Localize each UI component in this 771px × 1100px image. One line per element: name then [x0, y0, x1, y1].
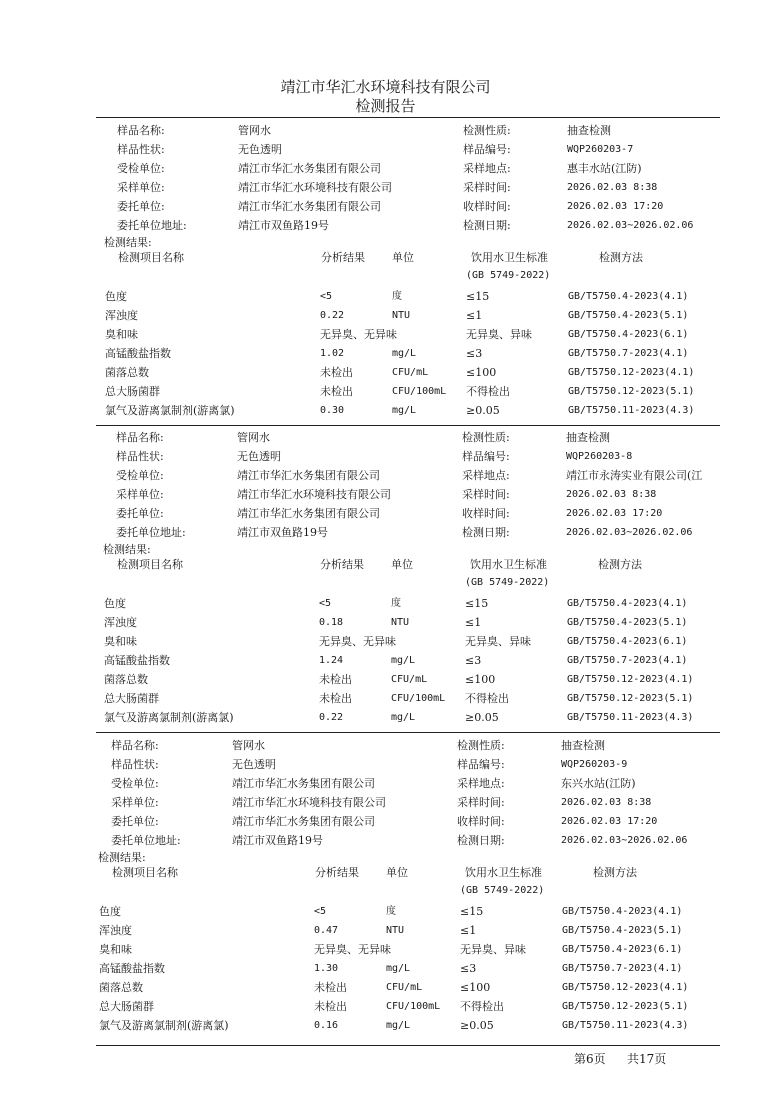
results-label: 检测结果:	[103, 543, 151, 556]
row-standard: ≤1	[465, 616, 482, 629]
row-item: 菌落总数	[104, 673, 148, 686]
sample-property-value: 无色透明	[237, 450, 281, 463]
row-unit: mg/L	[392, 348, 417, 359]
receipt-time-label: 收样时间:	[457, 815, 505, 828]
test-date-value: 2026.02.03~2026.02.06	[561, 835, 688, 846]
section-divider	[96, 425, 720, 426]
report-title: 检测报告	[355, 97, 416, 115]
row-unit: CFU/100mL	[386, 1001, 441, 1012]
header-standard: 饮用水卫生标准	[471, 251, 548, 264]
client-unit-value: 靖江市华汇水务集团有限公司	[232, 815, 375, 828]
row-unit: 度	[386, 906, 396, 917]
test-nature-value: 抽查检测	[561, 739, 605, 752]
row-result: 未检出	[320, 385, 353, 398]
receiving-unit-label: 受检单位:	[116, 469, 164, 482]
row-unit: CFU/mL	[386, 982, 423, 993]
test-date-value: 2026.02.03~2026.02.06	[567, 220, 694, 231]
sampling-unit-value: 靖江市华汇水环境科技有限公司	[237, 488, 391, 501]
client-unit-label: 委托单位:	[116, 507, 164, 520]
row-item: 臭和味	[104, 635, 137, 648]
header-result: 分析结果	[315, 866, 359, 879]
row-item: 浑浊度	[99, 924, 132, 937]
client-address-label: 委托单位地址:	[111, 834, 181, 847]
row-unit: mg/L	[386, 1020, 411, 1031]
row-result: 未检出	[319, 692, 352, 705]
test-nature-value: 抽查检测	[567, 124, 611, 137]
row-method: GB/T5750.4-2023(5.1)	[567, 617, 688, 628]
sampling-site-label: 采样地点:	[463, 162, 511, 175]
row-result: 未检出	[314, 981, 347, 994]
page-total: 共17页	[627, 1052, 667, 1066]
sample-name-label: 样品名称:	[117, 124, 165, 137]
row-result: 0.22	[320, 310, 345, 321]
row-item: 总大肠菌群	[99, 1000, 154, 1013]
sample-name-label: 样品名称:	[116, 431, 164, 444]
row-item: 总大肠菌群	[105, 385, 160, 398]
row-unit: CFU/mL	[391, 674, 428, 685]
row-standard: ≤1	[466, 309, 483, 322]
header-unit: 单位	[391, 558, 413, 571]
sample-name-label: 样品名称:	[111, 739, 159, 752]
row-standard: ≤3	[466, 347, 483, 360]
test-nature-label: 检测性质:	[463, 124, 511, 137]
sampling-time-label: 采样时间:	[457, 796, 505, 809]
row-item: 高锰酸盐指数	[105, 347, 171, 360]
receiving-unit-label: 受检单位:	[111, 777, 159, 790]
results-label: 检测结果:	[104, 236, 152, 249]
row-item: 色度	[99, 905, 121, 918]
receiving-unit-label: 受检单位:	[117, 162, 165, 175]
row-method: GB/T5750.11-2023(4.3)	[568, 405, 695, 416]
results-label: 检测结果:	[98, 851, 146, 864]
header-item-name: 检测项目名称	[112, 866, 178, 879]
row-standard: ≤15	[465, 597, 489, 610]
header-item-name: 检测项目名称	[118, 251, 184, 264]
row-result: 无异臭、无异味	[319, 635, 396, 648]
row-standard: ≤100	[466, 366, 497, 379]
row-unit: NTU	[386, 925, 405, 936]
header-item-name: 检测项目名称	[117, 558, 183, 571]
row-result: 无异臭、无异味	[320, 328, 397, 341]
sample-property-label: 样品性状:	[111, 758, 159, 771]
page-number: 第6页	[574, 1052, 606, 1066]
row-item: 色度	[105, 290, 127, 303]
row-method: GB/T5750.7-2023(4.1)	[562, 963, 683, 974]
row-unit: CFU/mL	[392, 367, 429, 378]
row-unit: 度	[392, 291, 402, 302]
row-result: 0.16	[314, 1020, 339, 1031]
receipt-time-value: 2026.02.03 17:20	[567, 201, 664, 212]
row-standard: 不得检出	[460, 1000, 504, 1013]
row-result: 未检出	[314, 1000, 347, 1013]
row-result: 1.30	[314, 963, 339, 974]
header-unit: 单位	[386, 866, 408, 879]
header-method: 检测方法	[593, 866, 637, 879]
company-title: 靖江市华汇水环境科技有限公司	[280, 78, 491, 96]
receipt-time-value: 2026.02.03 17:20	[566, 508, 663, 519]
sampling-time-value: 2026.02.03 8:38	[567, 182, 658, 193]
header-result: 分析结果	[320, 558, 364, 571]
test-nature-label: 检测性质:	[462, 431, 510, 444]
test-date-value: 2026.02.03~2026.02.06	[566, 527, 693, 538]
row-result: <5	[319, 598, 332, 609]
sample-property-value: 无色透明	[232, 758, 276, 771]
client-unit-value: 靖江市华汇水务集团有限公司	[237, 507, 380, 520]
row-unit: mg/L	[386, 963, 411, 974]
sample-no-value: WQP260203-9	[561, 759, 628, 770]
receiving-unit-value: 靖江市华汇水务集团有限公司	[238, 162, 381, 175]
header-unit: 单位	[392, 251, 414, 264]
row-standard: ≥0.05	[460, 1019, 494, 1032]
row-item: 氯气及游离氯制剂(游离氯)	[105, 404, 235, 417]
row-item: 菌落总数	[105, 366, 149, 379]
receipt-time-label: 收样时间:	[462, 507, 510, 520]
row-item: 总大肠菌群	[104, 692, 159, 705]
client-unit-label: 委托单位:	[117, 200, 165, 213]
row-unit: 度	[391, 598, 401, 609]
test-date-label: 检测日期:	[463, 219, 511, 232]
receipt-time-value: 2026.02.03 17:20	[561, 816, 658, 827]
row-result: 未检出	[319, 673, 352, 686]
row-method: GB/T5750.4-2023(4.1)	[568, 291, 689, 302]
sample-no-value: WQP260203-8	[566, 451, 633, 462]
row-item: 色度	[104, 597, 126, 610]
row-item: 菌落总数	[99, 981, 143, 994]
sampling-site-value: 东兴水站(江防)	[561, 777, 636, 790]
row-standard: 不得检出	[465, 692, 509, 705]
row-unit: CFU/100mL	[391, 693, 446, 704]
row-standard: ≤1	[460, 924, 477, 937]
row-item: 高锰酸盐指数	[99, 962, 165, 975]
sample-name-value: 管网水	[237, 431, 270, 444]
sampling-unit-label: 采样单位:	[116, 488, 164, 501]
row-standard: ≥0.05	[466, 404, 500, 417]
test-nature-value: 抽查检测	[566, 431, 610, 444]
header-method: 检测方法	[599, 251, 643, 264]
row-standard: ≤15	[466, 290, 490, 303]
test-date-label: 检测日期:	[457, 834, 505, 847]
client-address-value: 靖江市双鱼路19号	[237, 526, 328, 539]
row-result: 0.22	[319, 712, 344, 723]
client-unit-label: 委托单位:	[111, 815, 159, 828]
row-unit: mg/L	[391, 655, 416, 666]
row-method: GB/T5750.4-2023(5.1)	[562, 925, 683, 936]
row-method: GB/T5750.12-2023(5.1)	[562, 1001, 689, 1012]
row-method: GB/T5750.12-2023(5.1)	[568, 386, 695, 397]
receipt-time-label: 收样时间:	[463, 200, 511, 213]
row-unit: mg/L	[392, 405, 417, 416]
sampling-site-label: 采样地点:	[462, 469, 510, 482]
header-standard: 饮用水卫生标准	[470, 558, 547, 571]
client-address-label: 委托单位地址:	[117, 219, 187, 232]
row-item: 氯气及游离氯制剂(游离氯)	[99, 1019, 229, 1032]
sample-no-value: WQP260203-7	[567, 144, 634, 155]
row-result: 0.47	[314, 925, 339, 936]
row-standard: 无异臭、异味	[465, 635, 531, 648]
header-standard-code: (GB 5749-2022)	[460, 885, 545, 896]
sampling-unit-value: 靖江市华汇水环境科技有限公司	[238, 181, 392, 194]
row-item: 臭和味	[105, 328, 138, 341]
test-date-label: 检测日期:	[462, 526, 510, 539]
header-standard: 饮用水卫生标准	[465, 866, 542, 879]
row-result: <5	[320, 291, 333, 302]
sample-name-value: 管网水	[238, 124, 271, 137]
row-result: 0.18	[319, 617, 344, 628]
row-standard: ≤3	[465, 654, 482, 667]
row-result: 未检出	[320, 366, 353, 379]
row-method: GB/T5750.4-2023(4.1)	[567, 598, 688, 609]
row-method: GB/T5750.11-2023(4.3)	[562, 1020, 689, 1031]
row-method: GB/T5750.11-2023(4.3)	[567, 712, 694, 723]
sampling-time-value: 2026.02.03 8:38	[566, 489, 657, 500]
sampling-time-label: 采样时间:	[462, 488, 510, 501]
header-result: 分析结果	[321, 251, 365, 264]
row-result: 1.24	[319, 655, 344, 666]
header-method: 检测方法	[598, 558, 642, 571]
receiving-unit-value: 靖江市华汇水务集团有限公司	[237, 469, 380, 482]
row-item: 氯气及游离氯制剂(游离氯)	[104, 711, 234, 724]
sampling-unit-label: 采样单位:	[111, 796, 159, 809]
row-item: 浑浊度	[105, 309, 138, 322]
row-method: GB/T5750.12-2023(5.1)	[567, 693, 694, 704]
row-unit: NTU	[392, 310, 411, 321]
row-standard: ≤15	[460, 905, 484, 918]
row-method: GB/T5750.4-2023(4.1)	[562, 906, 683, 917]
client-address-value: 靖江市双鱼路19号	[232, 834, 323, 847]
row-method: GB/T5750.12-2023(4.1)	[562, 982, 689, 993]
sampling-time-value: 2026.02.03 8:38	[561, 797, 652, 808]
row-standard: ≤100	[465, 673, 496, 686]
row-method: GB/T5750.4-2023(6.1)	[567, 636, 688, 647]
sample-property-label: 样品性状:	[116, 450, 164, 463]
row-method: GB/T5750.4-2023(5.1)	[568, 310, 689, 321]
row-unit: mg/L	[391, 712, 416, 723]
sampling-unit-label: 采样单位:	[117, 181, 165, 194]
row-standard: ≤100	[460, 981, 491, 994]
row-unit: NTU	[391, 617, 410, 628]
client-unit-value: 靖江市华汇水务集团有限公司	[238, 200, 381, 213]
sample-no-label: 样品编号:	[462, 450, 510, 463]
row-method: GB/T5750.12-2023(4.1)	[568, 367, 695, 378]
sampling-site-value: 惠丰水站(江防)	[567, 162, 642, 175]
row-method: GB/T5750.7-2023(4.1)	[567, 655, 688, 666]
sample-no-label: 样品编号:	[463, 143, 511, 156]
top-rule	[96, 117, 720, 118]
client-address-value: 靖江市双鱼路19号	[238, 219, 329, 232]
sample-no-label: 样品编号:	[457, 758, 505, 771]
row-method: GB/T5750.7-2023(4.1)	[568, 348, 689, 359]
row-standard: 不得检出	[466, 385, 510, 398]
row-result: 1.02	[320, 348, 345, 359]
client-address-label: 委托单位地址:	[116, 526, 186, 539]
row-method: GB/T5750.4-2023(6.1)	[562, 944, 683, 955]
sampling-site-label: 采样地点:	[457, 777, 505, 790]
row-item: 臭和味	[99, 943, 132, 956]
row-method: GB/T5750.12-2023(4.1)	[567, 674, 694, 685]
row-result: 0.30	[320, 405, 345, 416]
row-standard: ≤3	[460, 962, 477, 975]
sample-property-value: 无色透明	[238, 143, 282, 156]
row-method: GB/T5750.4-2023(6.1)	[568, 329, 689, 340]
row-result: <5	[314, 906, 327, 917]
row-standard: 无异臭、异味	[460, 943, 526, 956]
row-result: 无异臭、无异味	[314, 943, 391, 956]
row-standard: 无异臭、异味	[466, 328, 532, 341]
row-standard: ≥0.05	[465, 711, 499, 724]
sample-name-value: 管网水	[232, 739, 265, 752]
bottom-rule	[96, 1045, 720, 1046]
sampling-site-value: 靖江市永涛实业有限公司(江	[566, 469, 703, 482]
row-unit: CFU/100mL	[392, 386, 447, 397]
header-standard-code: (GB 5749-2022)	[465, 577, 550, 588]
sampling-time-label: 采样时间:	[463, 181, 511, 194]
receiving-unit-value: 靖江市华汇水务集团有限公司	[232, 777, 375, 790]
sampling-unit-value: 靖江市华汇水环境科技有限公司	[232, 796, 386, 809]
row-item: 高锰酸盐指数	[104, 654, 170, 667]
section-divider	[96, 732, 720, 733]
header-standard-code: (GB 5749-2022)	[466, 270, 551, 281]
row-item: 浑浊度	[104, 616, 137, 629]
sample-property-label: 样品性状:	[117, 143, 165, 156]
test-nature-label: 检测性质:	[457, 739, 505, 752]
